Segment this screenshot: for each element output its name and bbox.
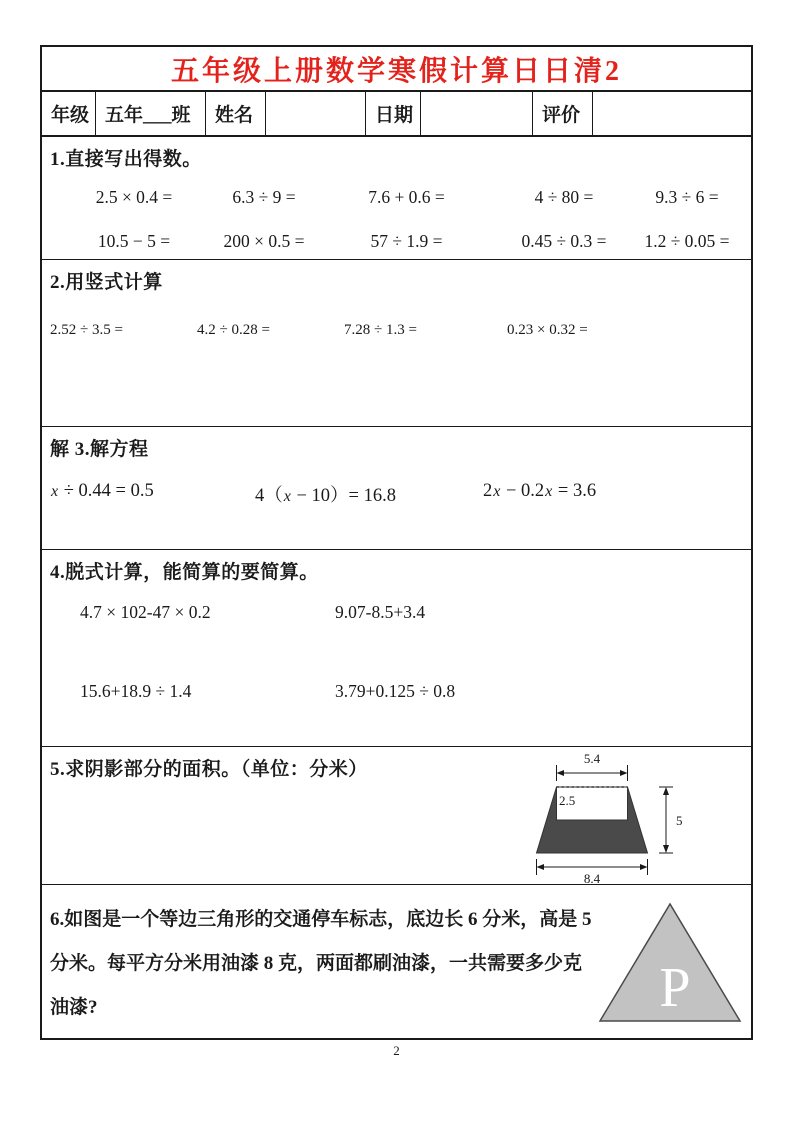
section-4-heading: 4.脱式计算，能简算的要简算。 <box>50 562 319 583</box>
problem-2-4: 0.23 × 0.32 = <box>507 322 588 338</box>
section-1-mental-math <box>42 137 751 260</box>
section-5-heading: 5.求阴影部分的面积。（单位：分米） <box>50 759 368 780</box>
trapezoid-figure <box>497 751 747 885</box>
problem-1-4: 4 ÷ 80 = <box>534 187 594 207</box>
section-3-heading: 解 3.解方程 <box>50 439 149 460</box>
grade-label: 年级 <box>42 92 96 135</box>
worksheet-table <box>40 45 753 1040</box>
problem-1-2: 6.3 ÷ 9 = <box>232 187 296 207</box>
problem-2-3: 7.28 ÷ 1.3 = <box>344 322 417 338</box>
page-title: 五年级上册数学寒假计算日日清2 <box>170 55 622 87</box>
problem-4-1: 4.7 × 102-47 × 0.2 <box>80 602 211 622</box>
section-6-text <box>50 898 602 1030</box>
section-2-problems <box>50 322 743 339</box>
section-2-vertical-calc <box>42 260 751 427</box>
cutout-height-label: 2.5 <box>559 793 576 808</box>
section-2-heading: 2.用竖式计算 <box>50 272 163 293</box>
problem-1-3: 7.6 + 0.6 = <box>368 187 445 207</box>
problem-1-10: 1.2 ÷ 0.05 = <box>644 231 730 251</box>
problem-4-3: 15.6+18.9 ÷ 1.4 <box>80 681 192 701</box>
problem-1-6: 10.5 − 5 = <box>97 231 171 251</box>
bottom-width-label: 8.4 <box>583 871 601 885</box>
section-3-equations <box>42 427 751 550</box>
problem-4-4: 3.79+0.125 ÷ 0.8 <box>335 681 456 701</box>
name-label: 姓名 <box>206 92 266 135</box>
date-blank-cell <box>421 92 533 135</box>
problem-4-2: 9.07-8.5+3.4 <box>335 602 426 622</box>
problem-2-1: 2.52 ÷ 3.5 = <box>50 322 123 338</box>
section-3-problems <box>50 481 743 507</box>
parking-sign-figure <box>595 899 745 1027</box>
section-1-heading: 1.直接写出得数。 <box>50 149 202 170</box>
evaluation-label: 评价 <box>533 92 593 135</box>
problem-1-5: 9.3 ÷ 6 = <box>655 187 719 207</box>
problem-3-1: x ÷ 0.44 = 0.5 <box>51 481 154 501</box>
evaluation-blank-cell <box>593 92 751 135</box>
problem-3-2: 4（x − 10）= 16.8 <box>255 486 396 506</box>
parking-letter: P <box>659 957 691 1019</box>
problem-3-3: 2x − 0.2x = 3.6 <box>483 481 597 501</box>
problem-2-2: 4.2 ÷ 0.28 = <box>197 322 270 338</box>
title-row <box>42 47 751 92</box>
top-width-label: 5.4 <box>583 751 601 766</box>
problem-1-1: 2.5 × 0.4 = <box>95 187 173 207</box>
problem-1-7: 200 × 0.5 = <box>223 231 305 251</box>
problem-6-line-1: 6.如图是一个等边三角形的交通停车标志，底边长 6 分米，高是 5 <box>50 909 592 930</box>
section-5-shaded-area <box>42 747 751 885</box>
section-4-problems <box>50 602 743 702</box>
name-blank-cell <box>266 92 366 135</box>
problem-1-8: 57 ÷ 1.9 = <box>370 231 443 251</box>
student-info-row <box>42 92 751 137</box>
date-label: 日期 <box>366 92 421 135</box>
page-number: 2 <box>393 1043 400 1058</box>
problem-1-9: 0.45 ÷ 0.3 = <box>521 231 607 251</box>
section-1-problems <box>50 187 743 252</box>
section-4-stepwise-calc <box>42 550 751 747</box>
grade-value: 五年___班 <box>96 92 206 135</box>
height-label: 5 <box>676 813 683 828</box>
problem-6-line-2: 分米。每平方分米用油漆 8 克，两面都刷油漆，一共需要多少克 <box>50 953 583 974</box>
section-6-triangle-problem <box>42 885 751 1038</box>
problem-6-line-3: 油漆? <box>50 997 98 1018</box>
